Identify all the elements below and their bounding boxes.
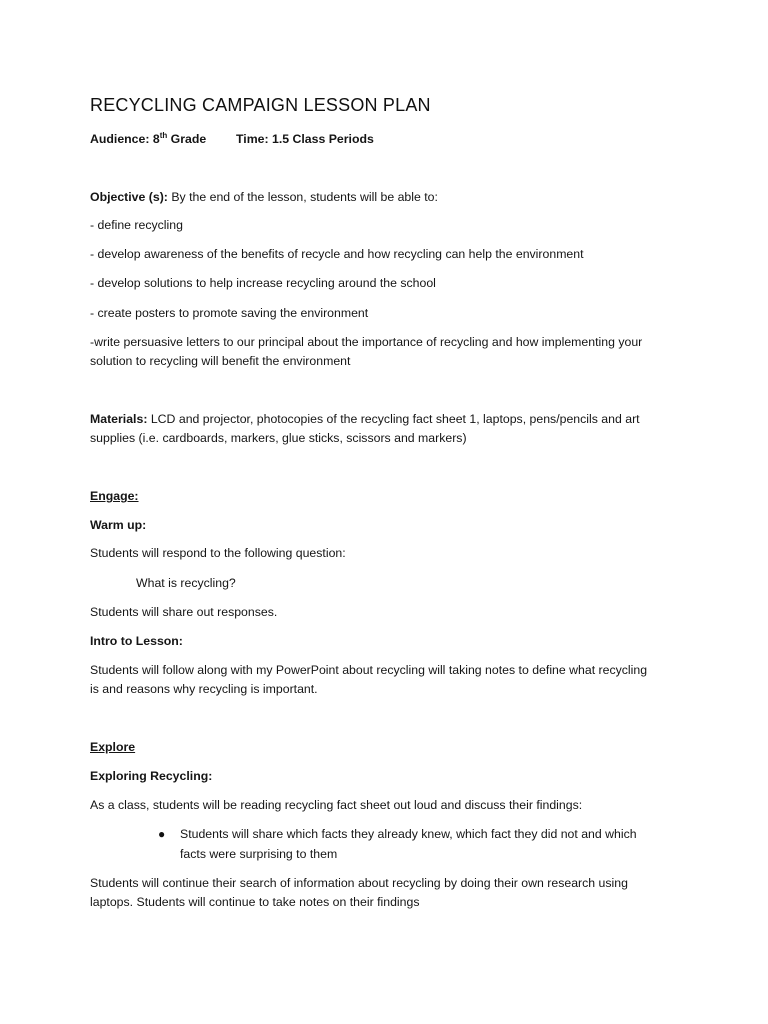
materials-label: Materials: — [90, 412, 148, 426]
intro-text-cont: is and reasons why recycling is important. — [90, 682, 318, 696]
objective-line — [90, 188, 438, 207]
engage-heading: Engage: — [90, 489, 139, 503]
audience-sup: th — [159, 130, 168, 140]
explore-class-line: As a class, students will be reading recycling fact sheet out loud and discuss their findings: — [90, 798, 583, 812]
audience-line — [90, 130, 206, 149]
explore-continue: Students will continue their search of information about recycling by doing their own research using — [90, 876, 628, 890]
engage-share: Students will share out responses. — [90, 605, 278, 619]
explore-continue-cont: laptops. Students will continue to take notes on their findings — [90, 895, 420, 909]
objective-item: - define recycling — [90, 218, 183, 232]
time-line: Time: 1.5 Class Periods — [236, 132, 374, 146]
engage-question: What is recycling? — [136, 576, 236, 590]
materials-text: LCD and projector, photocopies of the recycling fact sheet 1, laptops, pens/pencils and art — [147, 412, 640, 426]
objective-label: Objective (s): — [90, 190, 168, 204]
warm-up-heading: Warm up: — [90, 518, 147, 532]
objective-item: -write persuasive letters to our principal about the importance of recycling and how implementing your — [90, 335, 643, 349]
document-title: RECYCLING CAMPAIGN LESSON PLAN — [90, 95, 431, 115]
objective-item: solution to recycling will benefit the environment — [90, 354, 351, 368]
objective-item: - develop solutions to help increase recycling around the school — [90, 276, 436, 290]
objective-item: - develop awareness of the benefits of recycle and how recycling can help the environment — [90, 247, 584, 261]
explore-bullet: Students will share which facts they already knew, which fact they did not and which — [180, 827, 637, 841]
engage-respond: Students will respond to the following question: — [90, 546, 346, 560]
materials-line — [90, 410, 640, 429]
materials-text-cont: supplies (i.e. cardboards, markers, glue sticks, scissors and markers) — [90, 431, 467, 445]
explore-bullet-cont: facts were surprising to them — [180, 847, 338, 861]
audience-grade: Grade — [167, 132, 207, 146]
exploring-recycling-heading: Exploring Recycling: — [90, 769, 213, 783]
intro-text: Students will follow along with my PowerPoint about recycling will taking notes to define what recycling — [90, 663, 648, 677]
explore-heading: Explore — [90, 740, 136, 754]
audience-label: Audience: 8 — [90, 132, 160, 146]
bullet-icon: ● — [158, 827, 166, 841]
objective-item: - create posters to promote saving the environment — [90, 306, 369, 320]
intro-heading: Intro to Lesson: — [90, 634, 183, 648]
objective-intro: By the end of the lesson, students will be able to: — [167, 190, 438, 204]
